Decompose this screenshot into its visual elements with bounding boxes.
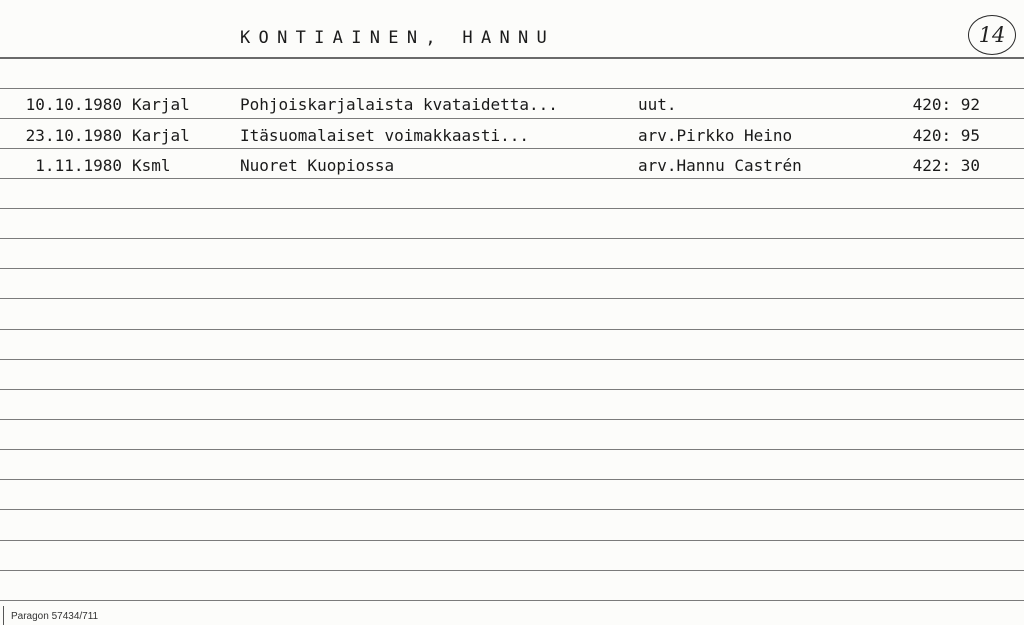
entry-ref: 420: 92 [912, 95, 980, 114]
entry-ref: 422: 30 [912, 156, 980, 175]
ruled-line [0, 88, 1024, 89]
ruled-line [0, 178, 1024, 179]
printer-imprint: Paragon 57434/711 [11, 611, 99, 622]
ruled-line [0, 540, 1024, 541]
entry-date: 1.11.1980 [35, 156, 122, 175]
entry-paper: Karjal [132, 95, 190, 114]
ruled-line [0, 570, 1024, 571]
ruled-line [0, 298, 1024, 299]
entry-row [0, 151, 1024, 179]
ruled-line [0, 509, 1024, 510]
entry-row [0, 121, 1024, 149]
entry-type: arv.Hannu Castrén [638, 156, 802, 175]
footer-tick [3, 606, 4, 625]
entry-paper: Ksml [132, 156, 171, 175]
ruled-line [0, 600, 1024, 601]
entry-type: uut. [638, 95, 677, 114]
card-title: KONTIAINEN, HANNU [240, 28, 556, 48]
entry-row [0, 90, 1024, 118]
ruled-line [0, 389, 1024, 390]
entry-paper: Karjal [132, 126, 190, 145]
ruled-line [0, 479, 1024, 480]
entry-date: 10.10.1980 [25, 95, 122, 114]
ruled-line [0, 238, 1024, 239]
header-divider [0, 57, 1024, 59]
ruled-line [0, 419, 1024, 420]
ruled-line [0, 118, 1024, 119]
entry-title: Itäsuomalaiset voimakkaasti... [240, 126, 529, 145]
entry-date: 23.10.1980 [25, 126, 122, 145]
card-number: 14 [968, 15, 1016, 55]
ruled-line [0, 449, 1024, 450]
ruled-line [0, 329, 1024, 330]
entry-type: arv.Pirkko Heino [638, 126, 793, 145]
ruled-line [0, 208, 1024, 209]
entry-ref: 420: 95 [912, 126, 980, 145]
entry-title: Pohjoiskarjalaista kvataidetta... [240, 95, 558, 114]
ruled-line [0, 359, 1024, 360]
ruled-line [0, 148, 1024, 149]
entry-title: Nuoret Kuopiossa [240, 156, 395, 175]
ruled-line [0, 268, 1024, 269]
